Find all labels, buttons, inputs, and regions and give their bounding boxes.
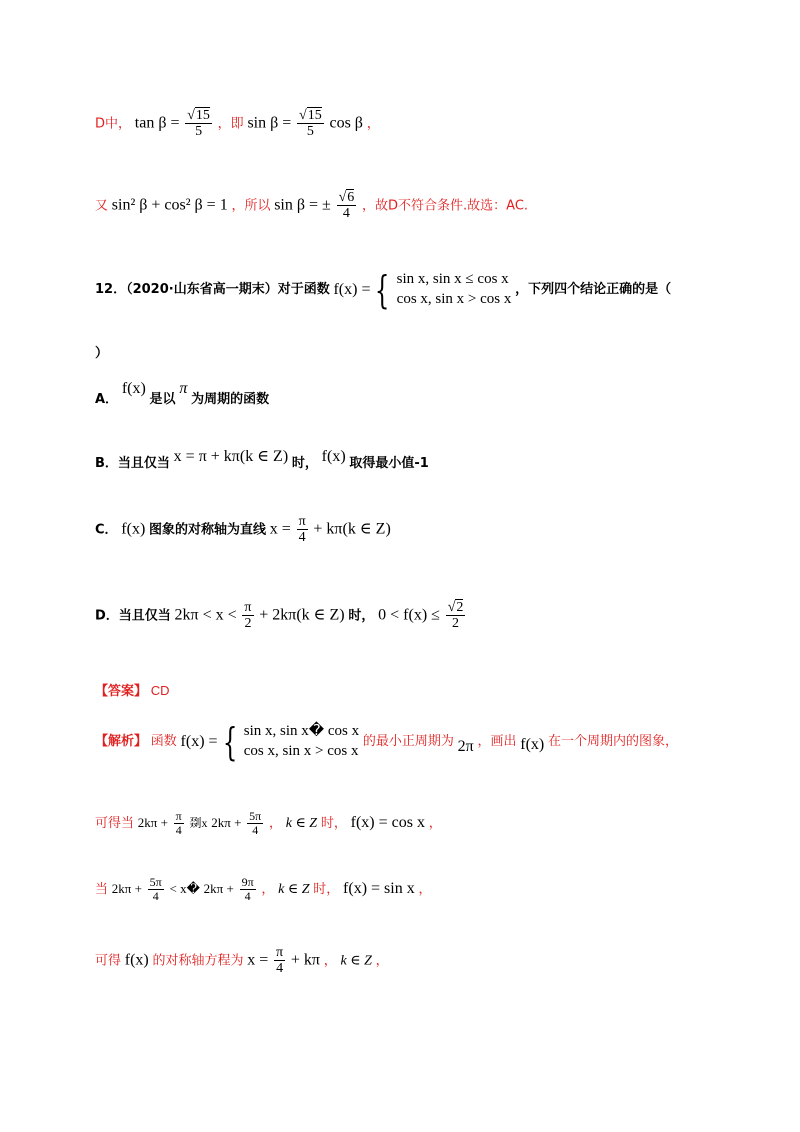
- fraction: [174, 810, 184, 837]
- denominator: 5: [306, 124, 314, 140]
- numerator: 5π: [249, 809, 262, 823]
- math: 2kπ +: [111, 881, 142, 897]
- math-fx: f(x): [124, 951, 149, 969]
- math-sin: sin β =: [247, 114, 292, 132]
- denominator: 2: [452, 616, 460, 632]
- text: 当: [95, 882, 109, 898]
- option-label: B．当且仅当: [95, 456, 170, 471]
- option-label: D．当且仅当: [95, 608, 171, 624]
- denominator: 4: [244, 889, 251, 904]
- numerator: π: [244, 600, 252, 615]
- numerator: π: [276, 945, 284, 960]
- math-identity: sin² β + cos² β = 1: [111, 196, 228, 214]
- math-pi: π: [179, 380, 188, 397]
- option-c: [95, 514, 391, 546]
- question-12-close: [95, 342, 108, 362]
- denominator: 5: [195, 124, 203, 140]
- math-ineq: 0 < f(x) ≤: [378, 606, 440, 624]
- text: 时，: [291, 456, 318, 471]
- text: 为周期的函数: [191, 392, 270, 407]
- analysis-line-2: [95, 876, 431, 903]
- answer-value: CD: [150, 683, 170, 698]
- math-rest: + kπ: [290, 951, 320, 969]
- answer: [95, 680, 170, 700]
- math-garbled: 剟x: [189, 816, 208, 831]
- case-1: sin x, sin x ≤ cos x: [396, 271, 509, 287]
- denominator: 4: [252, 823, 259, 838]
- fraction: $\frac{√15}{5}$: [299, 108, 322, 140]
- numerator: π: [175, 809, 182, 823]
- math-fx: f(x): [121, 380, 146, 397]
- close-paren: ）: [95, 346, 109, 361]
- denominator: 4: [152, 889, 159, 904]
- fraction: [148, 876, 164, 903]
- math-condition: x = π + kπ(k ∈ Z): [173, 448, 289, 465]
- text: ，: [261, 882, 275, 898]
- math-cos: cos β: [329, 114, 363, 132]
- text: ，画出: [477, 733, 517, 749]
- text: D中，: [95, 116, 132, 132]
- fraction: [297, 514, 308, 546]
- math-condition: 2kπ < x <: [174, 606, 237, 624]
- fraction: $\frac{√6}{4}$: [338, 190, 355, 222]
- text: 可得当: [95, 816, 135, 832]
- option-a: [95, 380, 270, 408]
- text: 取得最小值-1: [349, 456, 429, 471]
- math-condition: + 2kπ(k ∈ Z): [259, 606, 345, 624]
- text: ，: [268, 816, 282, 832]
- analysis-line-1: [95, 810, 442, 837]
- text: ，: [366, 116, 380, 132]
- math-garbled: < x�: [169, 881, 200, 897]
- text: 可得: [95, 953, 122, 969]
- math-sin: sin β = ±: [274, 196, 331, 214]
- text: ，: [418, 882, 432, 898]
- math-tan: tan β =: [134, 114, 180, 132]
- fraction: [274, 945, 285, 977]
- text: ，即: [217, 116, 244, 132]
- fraction: [242, 600, 253, 632]
- text: 是以: [149, 392, 176, 407]
- text: 时，: [320, 816, 347, 832]
- denominator: 4: [298, 530, 306, 546]
- text: 时，: [313, 882, 340, 898]
- numerator: 5π: [149, 875, 162, 889]
- math-fx: f(x) =: [333, 280, 371, 298]
- math-k: k ∈ Z: [340, 953, 372, 969]
- numerator: 9π: [241, 875, 254, 889]
- math-result: f(x) = cos x: [350, 814, 425, 832]
- math: 2kπ +: [203, 881, 234, 897]
- math-rest: + kπ(k ∈ Z): [313, 520, 391, 538]
- denominator: 4: [276, 961, 284, 977]
- math-k: k ∈ Z: [278, 882, 310, 898]
- question-stem-suffix: ，下列四个结论正确的是（: [515, 281, 672, 297]
- question-stem: 12．（2020·山东省高一期末）对于函数: [95, 281, 330, 297]
- text: ，: [428, 816, 442, 832]
- case-1: sin x, sin x� cos x: [243, 723, 360, 739]
- fraction: [247, 810, 263, 837]
- analysis: [95, 719, 678, 764]
- denominator: 4: [175, 823, 182, 838]
- fraction: $\frac{√15}{5}$: [187, 108, 210, 140]
- denominator: 4: [342, 206, 350, 222]
- solution-line-d: [95, 108, 380, 140]
- piecewise-function: f(x) = { sin x, sin x ≤ cos x cos x, sin x > cos x: [333, 267, 512, 312]
- math-result: f(x) = sin x: [343, 880, 415, 898]
- math: 2kπ +: [211, 815, 242, 831]
- option-d: [95, 600, 467, 632]
- text: 时，: [348, 608, 375, 624]
- text: ，故D不符合条件.故选：AC.: [362, 198, 529, 214]
- analysis-line-3: [95, 945, 389, 977]
- option-label: A．: [95, 392, 119, 407]
- sqrt-value: 2: [456, 600, 464, 615]
- sqrt-value: 6: [347, 190, 355, 205]
- math-fx: f(x) =: [180, 732, 218, 750]
- fraction: $\frac{√2}{2}$: [447, 600, 464, 632]
- fraction: [240, 876, 256, 903]
- text: 的最小正周期为: [362, 733, 454, 749]
- case-2: cos x, sin x > cos x: [243, 742, 359, 759]
- math-fx: f(x): [520, 735, 545, 753]
- sqrt-value: 15: [307, 108, 322, 123]
- math-xeq: x =: [247, 951, 269, 969]
- sqrt-value: 15: [195, 108, 210, 123]
- math-k: k ∈ Z: [285, 816, 318, 832]
- solution-line-you: [95, 190, 528, 222]
- text: ，: [375, 953, 389, 969]
- numerator: π: [298, 514, 306, 529]
- denominator: 2: [244, 616, 252, 632]
- math-fx: f(x): [121, 520, 146, 538]
- question-12: [95, 267, 672, 312]
- answer-tag: 【答案】: [95, 684, 148, 699]
- text: ，: [323, 953, 337, 969]
- text: ，所以: [231, 198, 271, 214]
- math: 2kπ +: [137, 815, 168, 831]
- math-xeq: x =: [269, 520, 291, 538]
- piecewise-function: f(x) = { sin x, sin x� cos x cos x, sin x > cos x: [180, 719, 360, 764]
- math-fx: f(x): [321, 448, 346, 465]
- analysis-tag: 【解析】: [95, 733, 148, 749]
- math-period: 2π: [457, 737, 474, 755]
- text: 函数: [150, 733, 177, 749]
- option-label: C．: [95, 522, 118, 538]
- text: 在一个周期内的图象，: [547, 733, 678, 749]
- text: 图象的对称轴为直线: [149, 522, 267, 538]
- text: 的对称轴方程为: [152, 953, 244, 969]
- option-b: [95, 448, 429, 472]
- case-2: cos x, sin x > cos x: [396, 290, 512, 307]
- text: 又: [95, 198, 109, 214]
